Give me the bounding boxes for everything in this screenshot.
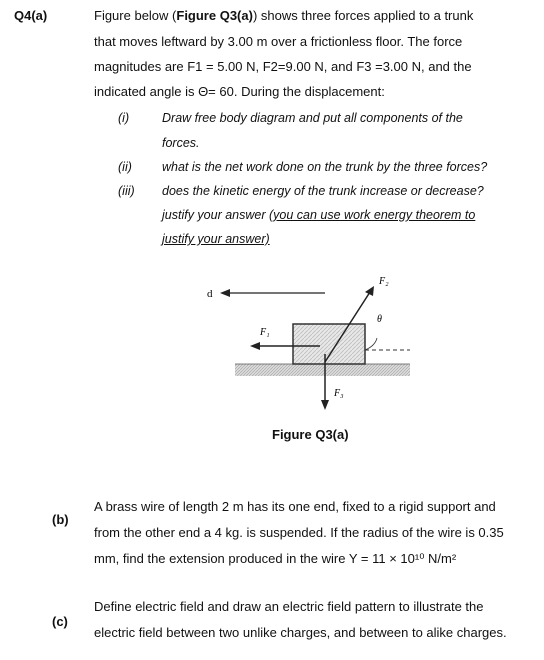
f2-label: F₂ <box>379 276 389 287</box>
f2-arrowhead <box>365 286 374 296</box>
figure-caption: Figure Q3(a) <box>272 427 349 442</box>
q4c-line-1: Define electric field and draw an electric field pattern to illustrate the <box>94 599 484 614</box>
q4b-line-3: mm, find the extension produced in the wire Y = 11 × 10¹⁰ N/m² <box>94 551 457 566</box>
f3-arrowhead <box>321 400 329 410</box>
q4b-line-2: from the other end a 4 kg. is suspended. If the radius of the wire is 0.35 <box>94 525 504 540</box>
theta-label: θ <box>377 314 382 325</box>
f1-arrowhead <box>250 342 260 350</box>
sub-i-line-1: Draw free body diagram and put all components of the <box>162 111 463 125</box>
q4a-intro-line-3: magnitudes are F1 = 5.00 N, F2=9.00 N, and F3 =3.00 N, and the <box>94 59 472 74</box>
f3-label: F₃ <box>334 388 344 399</box>
q4c-line-2: electric field between two unlike charges, and between to alike charges. <box>94 625 507 640</box>
sub-i-number: (i) <box>118 111 130 125</box>
q4a-intro-line-1-post: ) shows three forces applied to a trunk <box>252 8 474 23</box>
sub-iii-line-3: justify your answer) <box>162 232 270 246</box>
sub-iii-line-2 <box>162 205 475 225</box>
sub-ii-number: (ii) <box>118 160 132 174</box>
question-b-label: (b) <box>52 512 69 527</box>
displacement-label: d <box>207 288 213 300</box>
question-4a-label: Q4(a) <box>14 8 48 23</box>
floor <box>235 364 410 376</box>
f1-label: F₁ <box>260 327 270 338</box>
displacement-arrowhead <box>220 289 230 297</box>
question-c-label: (c) <box>52 614 68 629</box>
sub-iii-justify: justify your answer <box>162 208 266 222</box>
trunk <box>293 324 365 364</box>
q4a-intro-line-2: that moves leftward by 3.00 m over a frictionless floor. The force <box>94 34 463 49</box>
q4a-intro-line-4: indicated angle is Θ= 60. During the displacement: <box>94 84 385 99</box>
sub-ii-line-1: what is the net work done on the trunk by the three forces? <box>162 160 488 174</box>
q4b-line-1: A brass wire of length 2 m has its one end, fixed to a rigid support and <box>94 499 496 514</box>
force-diagram <box>180 262 440 422</box>
q4a-intro-line-1-pre: Figure below ( <box>94 8 177 23</box>
angle-arc <box>365 338 377 350</box>
q4a-intro-line-1-bold: Figure Q3(a) <box>176 8 253 23</box>
sub-iii-number: (iii) <box>118 184 135 198</box>
sub-iii-hint: (you can use work energy theorem to <box>269 208 476 222</box>
q4a-intro-line-1 <box>94 6 473 26</box>
sub-iii-line-1: does the kinetic energy of the trunk increase or decrease? <box>162 184 484 198</box>
sub-i-line-2: forces. <box>162 136 200 150</box>
